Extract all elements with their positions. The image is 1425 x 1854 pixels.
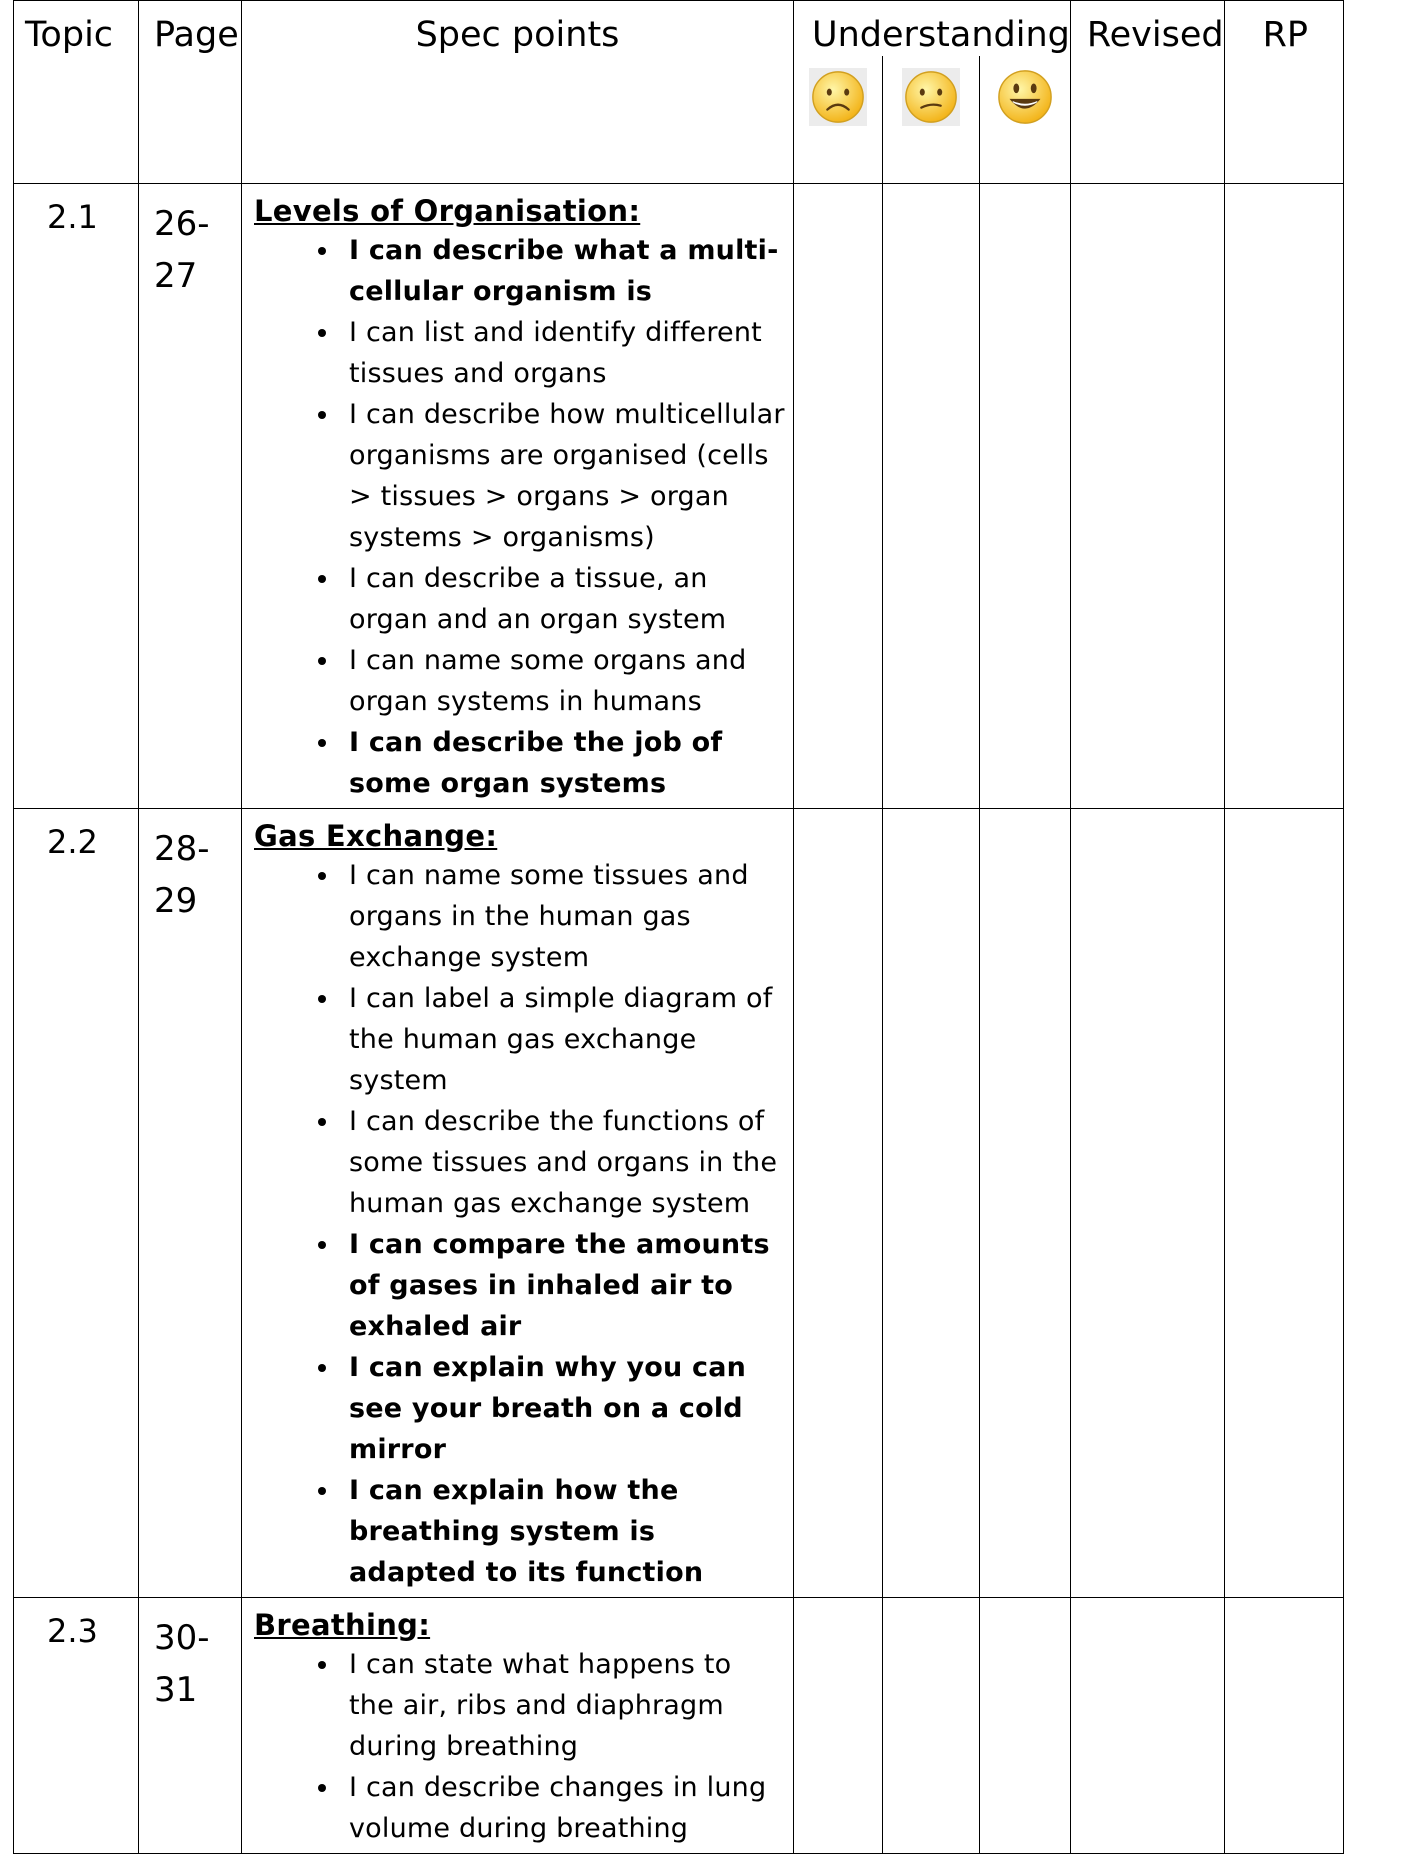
happy-rating-cell[interactable] (979, 1598, 1070, 1854)
sad-face-icon (809, 68, 867, 126)
spec-point: • I can state what happens to the air, ribs and diaphragm during breathing (341, 1644, 785, 1767)
header-rp: RP (1224, 1, 1343, 184)
topic-number: 2.3 (14, 1598, 139, 1854)
table-row (14, 184, 1344, 809)
revised-cell[interactable] (1070, 809, 1224, 1598)
section-title: Breathing: (254, 1608, 431, 1642)
spec-point: • I can compare the amounts of gases in inhaled air to exhaled air (341, 1224, 785, 1347)
rp-cell[interactable] (1224, 184, 1343, 809)
page-range-text: 28- 29 (154, 829, 210, 921)
table-row (14, 809, 1344, 1598)
spec-point: • I can describe a tissue, an organ and an organ system (341, 558, 785, 640)
confused-rating-cell[interactable] (883, 809, 980, 1598)
page-range (139, 809, 242, 1598)
spec-cell (242, 1598, 794, 1854)
happy-rating-cell[interactable] (979, 809, 1070, 1598)
sad-face-cell[interactable] (794, 56, 883, 184)
spec-point: • I can explain why you can see your breath on a cold mirror (341, 1347, 785, 1470)
happy-rating-cell[interactable] (979, 184, 1070, 809)
page-range-text: 30- 31 (154, 1618, 210, 1710)
spec-point: • I can explain how the breathing system is adapted to its function (341, 1470, 785, 1593)
header-row (14, 1, 1344, 56)
page-range (139, 1598, 242, 1854)
page-range-text: 26- 27 (154, 204, 210, 296)
confused-face-cell[interactable] (883, 56, 980, 184)
header-page: Page (139, 1, 242, 184)
rp-cell[interactable] (1224, 809, 1343, 1598)
revised-cell[interactable] (1070, 1598, 1224, 1854)
header-spec-points: Spec points (242, 1, 794, 184)
smiley-face-icon (996, 68, 1054, 126)
sad-rating-cell[interactable] (794, 1598, 883, 1854)
spec-cell (242, 809, 794, 1598)
spec-point: • I can describe the job of some organ systems (341, 722, 785, 804)
table-row (14, 1598, 1344, 1854)
page-range (139, 184, 242, 809)
topic-number: 2.2 (14, 809, 139, 1598)
spec-point: • I can label a simple diagram of the human gas exchange system (341, 978, 785, 1101)
rp-cell[interactable] (1224, 1598, 1343, 1854)
header-understanding: Understanding (794, 1, 1071, 56)
revised-cell[interactable] (1070, 184, 1224, 809)
header-revised: Revised (1070, 1, 1224, 184)
confused-face-icon (902, 68, 960, 126)
spec-point: • I can name some organs and organ systems in humans (341, 640, 785, 722)
confused-rating-cell[interactable] (883, 184, 980, 809)
spec-point: • I can describe how multicellular organisms are organised (cells > tissues > organs > organ systems > organisms) (341, 394, 785, 558)
smiley-face-cell[interactable] (979, 56, 1070, 184)
confused-rating-cell[interactable] (883, 1598, 980, 1854)
header-topic: Topic (14, 1, 139, 184)
spec-point: • I can describe what a multi-cellular organism is (341, 230, 785, 312)
sad-rating-cell[interactable] (794, 184, 883, 809)
spec-point: • I can describe changes in lung volume during breathing (341, 1767, 785, 1849)
section-title: Levels of Organisation: (254, 194, 641, 228)
checklist-table (13, 0, 1344, 1854)
spec-point: • I can name some tissues and organs in the human gas exchange system (341, 855, 785, 978)
spec-point: • I can list and identify different tissues and organs (341, 312, 785, 394)
spec-point: • I can describe the functions of some tissues and organs in the human gas exchange system (341, 1101, 785, 1224)
spec-cell (242, 184, 794, 809)
section-title: Gas Exchange: (254, 819, 498, 853)
sad-rating-cell[interactable] (794, 809, 883, 1598)
topic-number: 2.1 (14, 184, 139, 809)
